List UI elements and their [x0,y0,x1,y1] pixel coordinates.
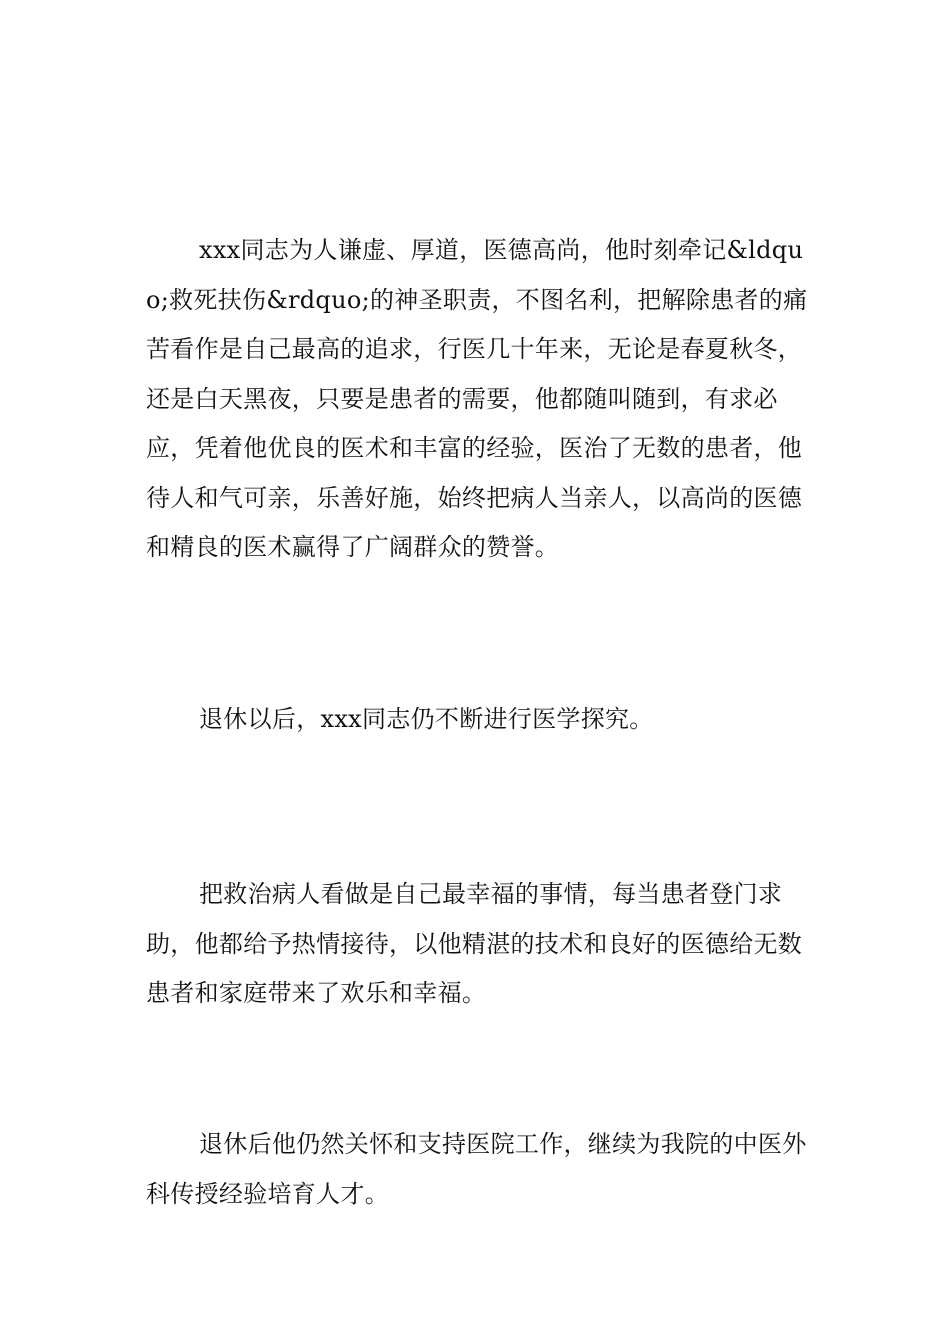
paragraph-4: 退休后他仍然关怀和支持医院工作，继续为我院的中医外科传授经验培育人才。 [146,1130,807,1208]
paragraph-1: xxx同志为人谦虚、厚道，医德高尚，他时刻牵记&ldquo;救死扶伤&rdquo;的神圣职责，不图名利，把解除患者的痛苦看作是自己最高的追求，行医几十年来，无论是春夏秋冬，还是白天黑夜，只要是患者的需要，他都随叫随到，有求必应，凭着他优良的医术和丰富的经验，医治了无数的患者，他待人和气可亲，乐善好施，始终把病人当亲人，以高尚的医德和精良的医术赢得了广阔群众的赞誉。 [146,236,808,561]
paragraph-3: 把救治病人看做是自己最幸福的事情，每当患者登门求助，他都给予热情接待，以他精湛的技术和良好的医德给无数患者和家庭带来了欢乐和幸福。 [146,880,803,1007]
paragraph-2: 退休以后，xxx同志仍不断进行医学探究。 [199,705,654,733]
